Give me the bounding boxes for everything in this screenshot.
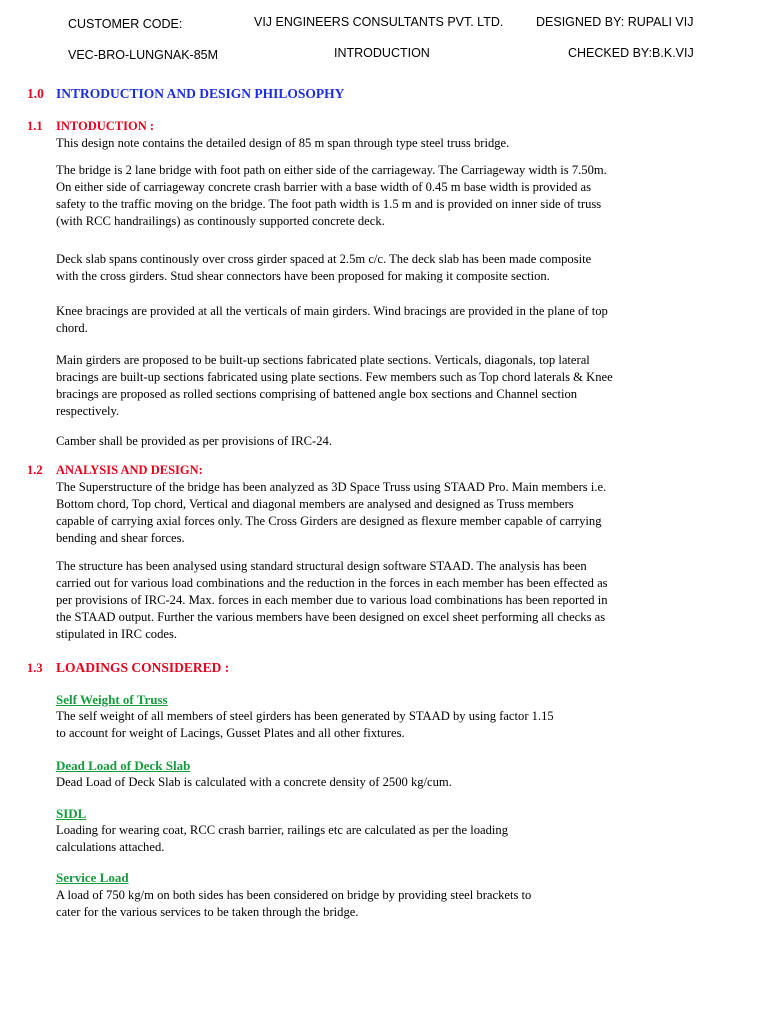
document-reference: VEC-BRO-LUNGNAK-85M (68, 48, 219, 62)
self-weight-text: The self weight of all members of steel girders has been generated by STAAD by using factor 1.15 to account for weight of Lacings, Gusset Plates and all other fixtures. (56, 709, 554, 740)
designed-by: DESIGNED BY: RUPALI VIJ (536, 15, 694, 29)
customer-code-label: CUSTOMER CODE: (68, 17, 183, 31)
document-section-name: INTRODUCTION (334, 46, 430, 60)
service-load-text: A load of 750 kg/m on both sides has been considered on bridge by providing steel brackets to cater for the various services to be taken through the bridge. (56, 888, 532, 919)
intro-paragraph-3: Deck slab spans continously over cross girder spaced at 2.5m c/c. The deck slab has been made composite with the cross girders. Stud shear connectors have been proposed for making it composite section. (56, 252, 592, 283)
section-number: 1.0 (27, 86, 44, 101)
subsection-1-2-title: ANALYSIS AND DESIGN: (56, 463, 203, 477)
intro-paragraph-5: Main girders are proposed to be built-up sections fabricated plate sections. Verticals, diagonals, top lateral bracings are built-up sections fabricated using plate sections. Few members such as Top chord laterals & Knee bracings are proposed as rolled sections comprising of battened angle box sections and Channel section respectively. (56, 353, 613, 418)
intro-paragraph-1: This design note contains the detailed design of 85 m span through type steel truss bridge. (56, 136, 510, 150)
intro-paragraph-4: Knee bracings are provided at all the verticals of main girders. Wind bracings are provided in the plane of top chord. (56, 304, 608, 335)
service-load-heading: Service Load (56, 870, 129, 885)
subsection-1-3-title: LOADINGS CONSIDERED : (56, 660, 230, 675)
dead-load-heading: Dead Load of Deck Slab (56, 758, 191, 773)
section-title: INTRODUCTION AND DESIGN PHILOSOPHY (56, 86, 345, 101)
company-name: VIJ ENGINEERS CONSULTANTS PVT. LTD. (254, 15, 504, 29)
subsection-1-2-number: 1.2 (27, 463, 43, 477)
subsection-1-1-number: 1.1 (27, 119, 43, 133)
analysis-paragraph-1: The Superstructure of the bridge has been analyzed as 3D Space Truss using STAAD Pro. Main members i.e. Bottom chord, Top chord, Vertical and diagonal members are analysed and designed as Truss members capable of carrying axial forces only. The Cross Girders are designed as flexure member capable of carrying bending and shear forces. (56, 480, 607, 545)
checked-by: CHECKED BY:B.K.VIJ (568, 46, 694, 60)
intro-paragraph-6: Camber shall be provided as per provisions of IRC-24. (56, 434, 332, 448)
sidl-text: Loading for wearing coat, RCC crash barrier, railings etc are calculated as per the loading calculations attached. (56, 823, 508, 854)
self-weight-heading: Self Weight of Truss (56, 692, 168, 707)
analysis-paragraph-2: The structure has been analysed using standard structural design software STAAD. The analysis has been carried out for various load combinations and the reduction in the forces in each member has been effected as per provisions of IRC-24. Max. forces in each member due to various load combinations has been reported in the STAAD output. Further the various members have been designed on excel sheet performing all checks as stipulated in IRC codes. (56, 559, 608, 641)
dead-load-text: Dead Load of Deck Slab is calculated with a concrete density of 2500 kg/cum. (56, 775, 452, 789)
subsection-1-3-number: 1.3 (27, 661, 43, 675)
intro-paragraph-2: The bridge is 2 lane bridge with foot path on either side of the carriageway. The Carriageway width is 7.50m. On either side of carriageway concrete crash barrier with a base width of 0.45 m base width is provided as safety to the traffic moving on the bridge. The foot path width is 1.5 m and is provided on inner side of truss (with RCC handrailings) as continously supported concrete deck. (56, 163, 607, 228)
sidl-heading: SIDL (56, 806, 87, 821)
subsection-1-1-title: INTODUCTION : (56, 119, 155, 133)
